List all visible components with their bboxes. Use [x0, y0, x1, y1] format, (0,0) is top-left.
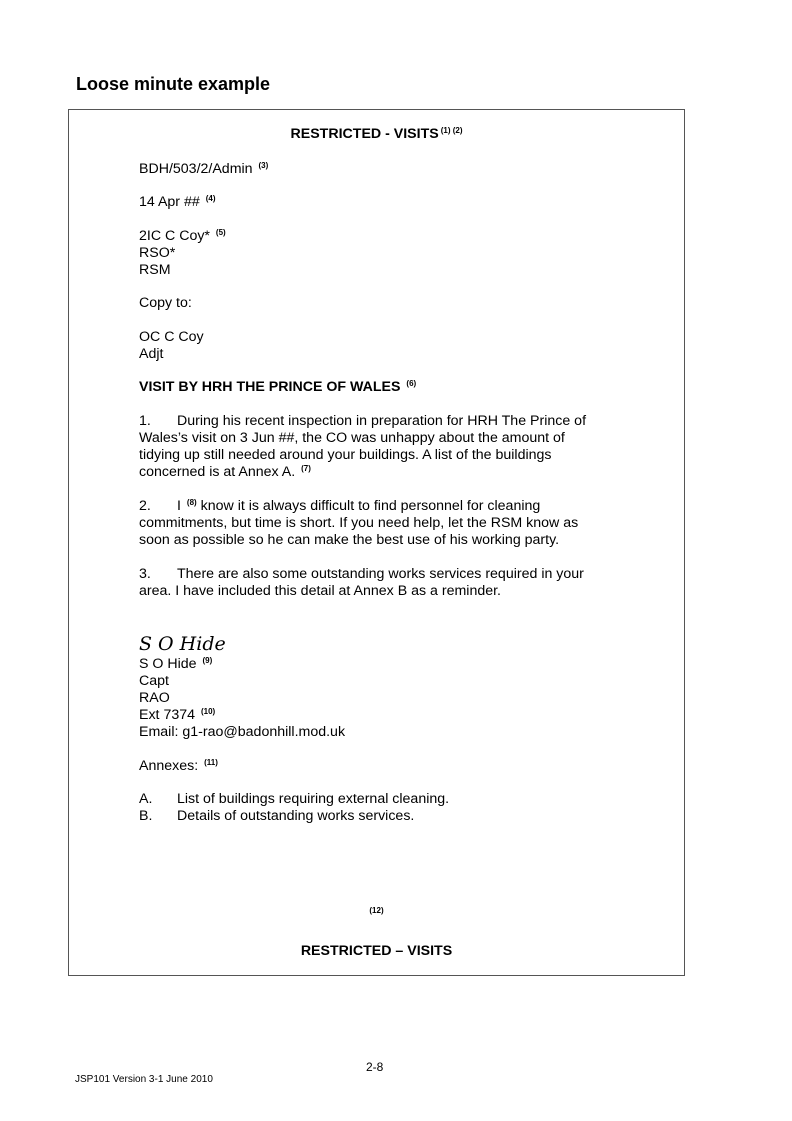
para-2-note: (8) [186, 498, 197, 507]
para-2-line-2: commitments, but time is short. If you need help, let the RSM know as [139, 515, 579, 531]
para-1-line-4 [139, 464, 311, 481]
signatory-email: Email: g1-rao@badonhill.mod.uk [139, 724, 346, 740]
para-2-line-3: soon as possible so he can make the best use of his working party. [139, 532, 560, 548]
reference-text: BDH/503/2/Admin [139, 161, 253, 177]
copy-to-1: OC C Coy [139, 329, 204, 345]
annex-b-letter: B. [139, 808, 153, 824]
page-heading: Loose minute example [76, 74, 271, 94]
para-2-line-1-text: know it is always difficult to find personnel for cleaning [200, 498, 541, 514]
addressee-3: RSM [139, 262, 171, 278]
date-text: 14 Apr ## [139, 194, 200, 210]
signatory-rank: Capt [139, 673, 169, 689]
subject [139, 379, 416, 396]
copy-to-2: Adjt [139, 346, 164, 362]
signatory-appointment: RAO [139, 690, 170, 706]
para-1-line-4-text: concerned is at Annex A. [139, 464, 296, 480]
signatory-ext-text: Ext 7374 [139, 707, 196, 723]
annexes-note: (11) [204, 758, 218, 767]
para-2-line-1 [139, 498, 540, 515]
para-3-line-1 [139, 566, 584, 583]
signatory-ext [139, 707, 215, 724]
para-1-line-3: tidying up still needed around your buildings. A list of the buildings [139, 447, 552, 463]
addressee-1 [139, 228, 226, 245]
date-note: (4) [205, 194, 216, 203]
copy-to-label: Copy to: [139, 295, 192, 311]
signatory-name-text: S O Hide [139, 656, 197, 672]
annexes-label [139, 758, 218, 775]
para-1-note: (7) [301, 464, 311, 473]
footer-version: JSP101 Version 3-1 June 2010 [75, 1074, 213, 1085]
classification-bottom: RESTRICTED – VISITS [300, 943, 453, 959]
signatory-ext-note: (10) [200, 707, 216, 716]
para-2-number: 2. [139, 498, 151, 514]
para-2-pre: I [177, 498, 181, 514]
addressees-note: (5) [215, 228, 226, 237]
signatory-name [139, 656, 212, 673]
annex-a-letter: A. [139, 791, 153, 807]
para-1-line-1-text: During his recent inspection in preparation for HRH The Prince of [177, 413, 587, 429]
classification-top [68, 126, 685, 143]
page-number: 2-8 [366, 1060, 384, 1074]
annex-b-text: Details of outstanding works services. [177, 808, 415, 824]
addressee-2: RSO* [139, 245, 176, 261]
classification-top-text: RESTRICTED - VISITS [290, 126, 439, 142]
annex-a [139, 791, 449, 808]
addressee-1-text: 2IC C Coy* [139, 228, 210, 244]
date [139, 194, 215, 211]
annexes-label-text: Annexes: [139, 758, 199, 774]
signatory-name-note: (9) [202, 656, 213, 665]
subject-text: VISIT BY HRH THE PRINCE OF WALES [139, 379, 401, 395]
reference-note: (3) [258, 161, 269, 170]
para-3-number: 3. [139, 566, 151, 582]
para-1-number: 1. [139, 413, 151, 429]
annex-b [139, 808, 414, 825]
para-3-line-2: area. I have included this detail at Annex B as a reminder. [139, 583, 502, 599]
signature: S O Hide [139, 633, 226, 655]
annex-a-text: List of buildings requiring external cleaning. [177, 791, 450, 807]
classification-top-notes: (1) (2) [440, 126, 463, 135]
para-3-line-1-text: There are also some outstanding works services required in your [177, 566, 584, 582]
para-1-line-1 [139, 413, 586, 430]
para-1-line-2: Wales’s visit on 3 Jun ##, the CO was unhappy about the amount of [139, 430, 565, 446]
subject-note: (6) [406, 379, 417, 388]
reference [139, 161, 268, 178]
bottom-note: (12) [369, 906, 384, 915]
